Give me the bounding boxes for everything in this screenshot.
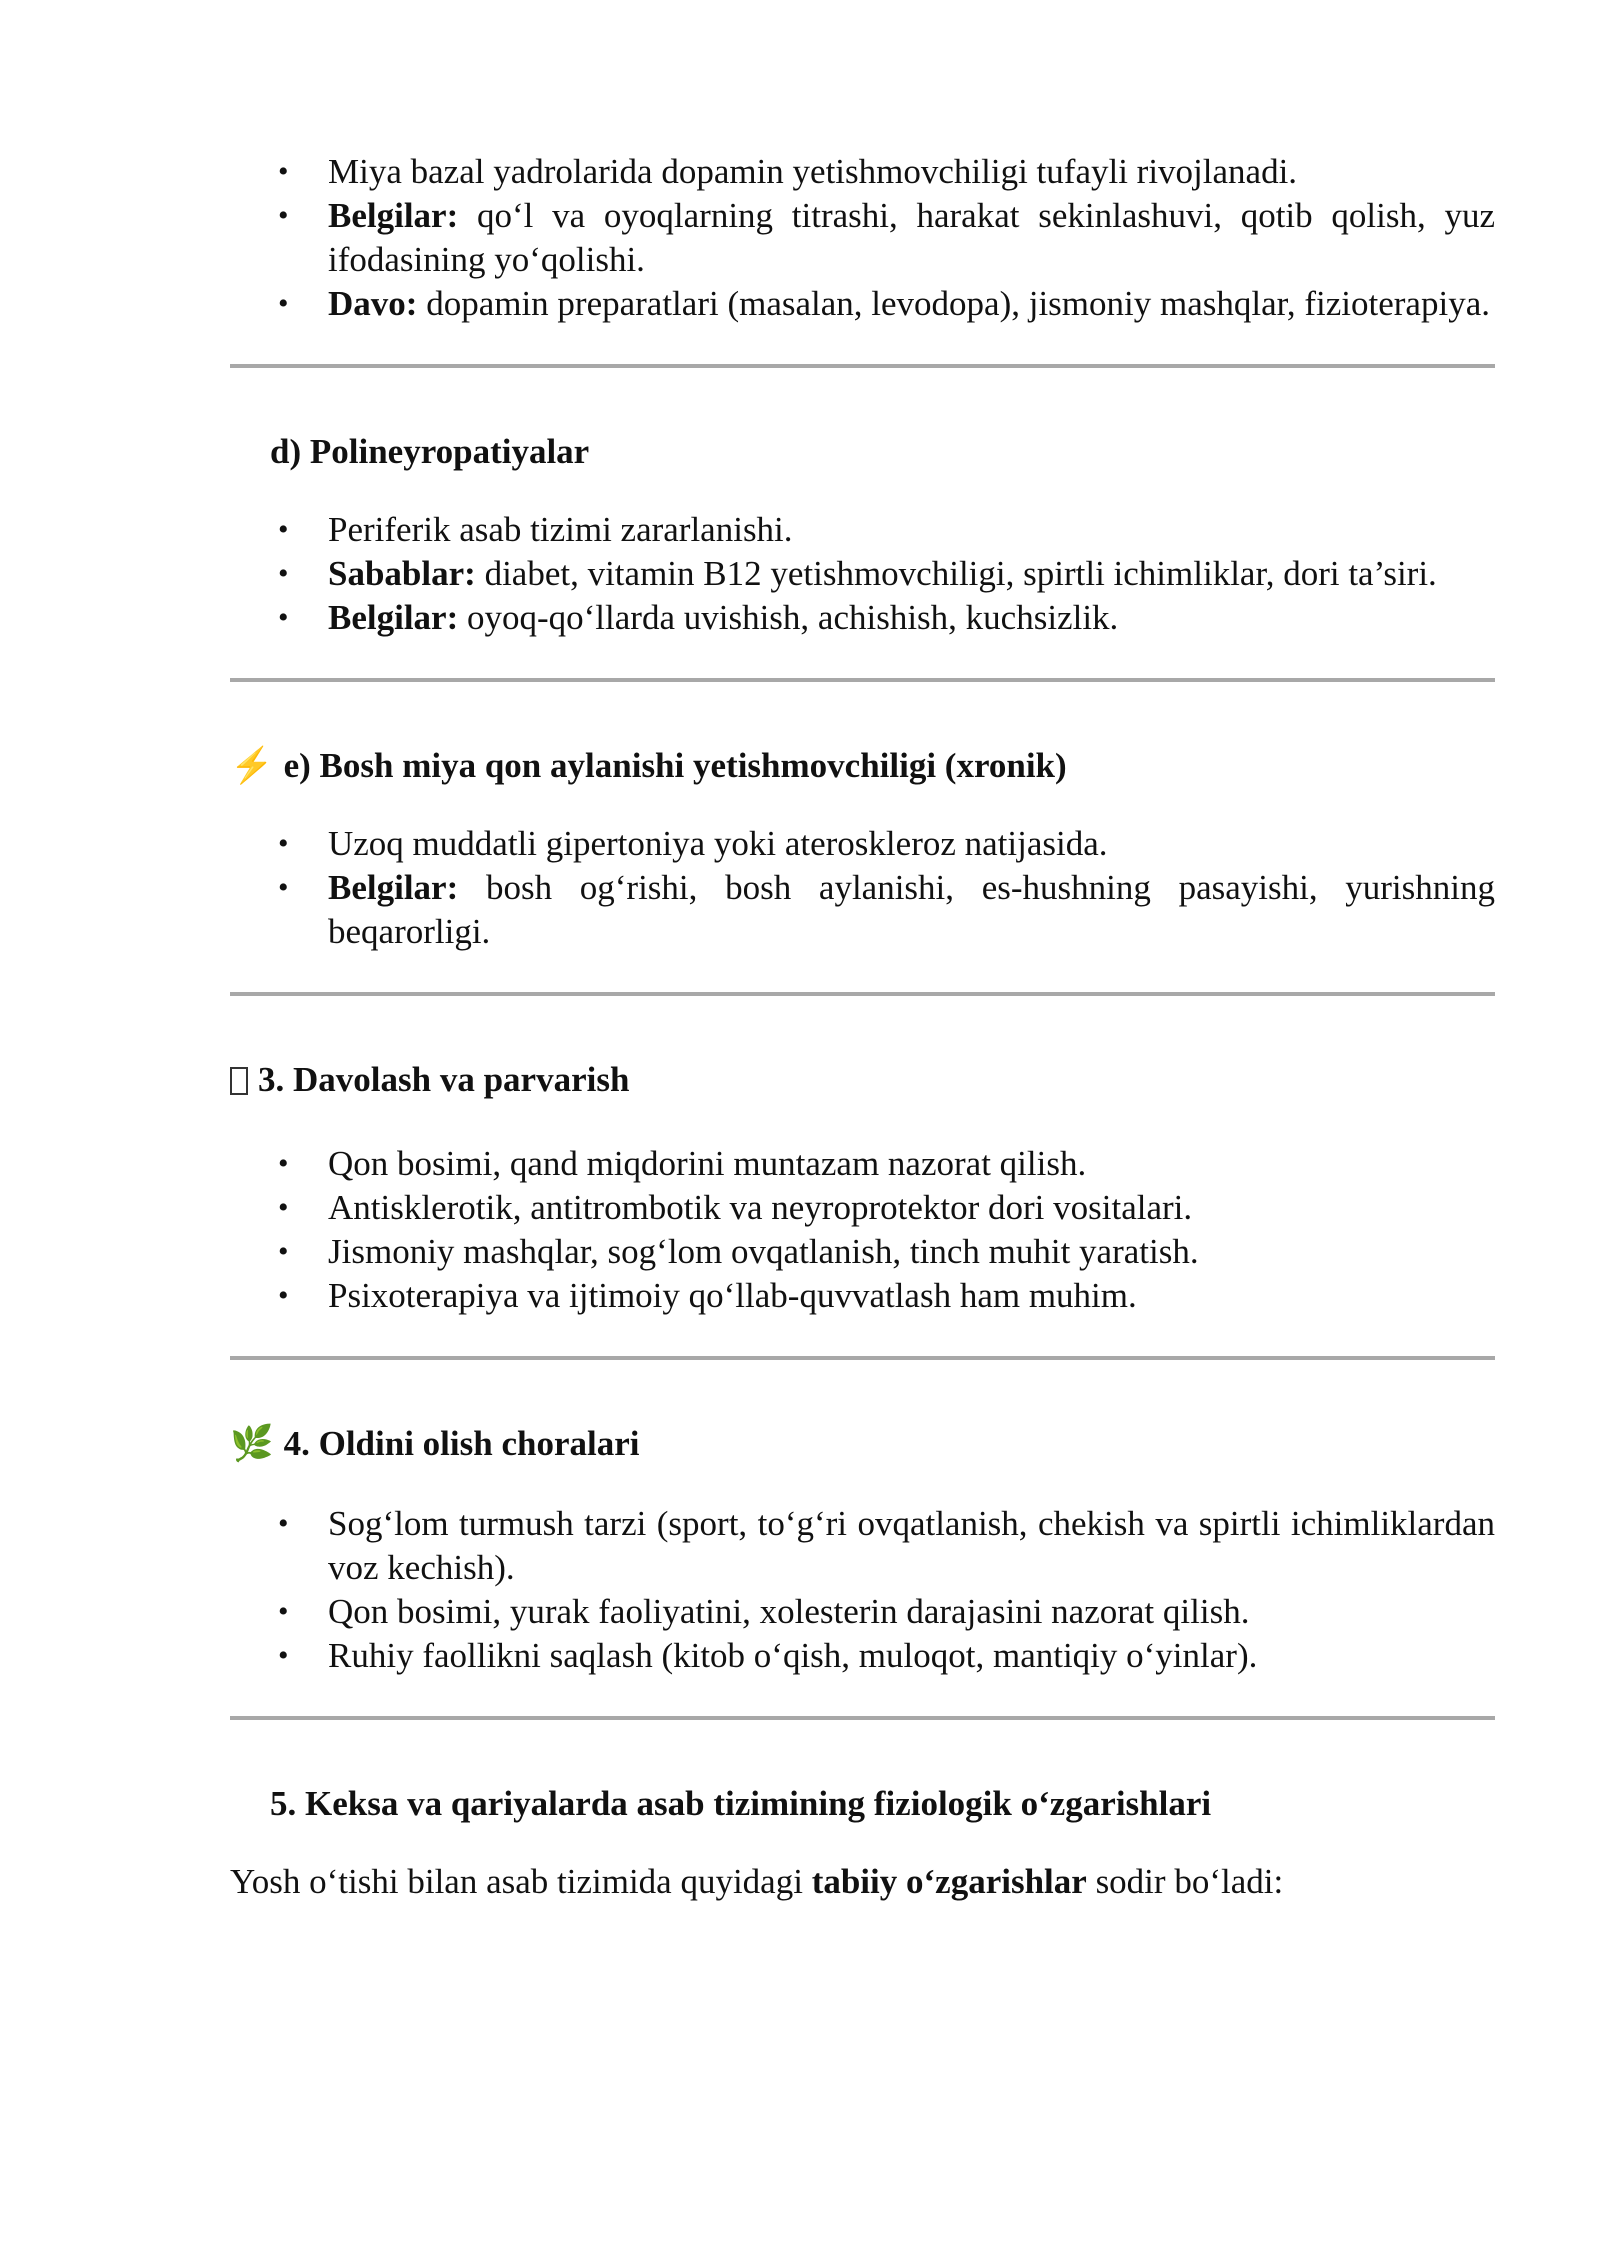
list-item-text: Periferik asab tizimi zararlanishi. bbox=[328, 510, 793, 549]
list-item-label: Sabablar: bbox=[328, 554, 476, 593]
oldini-olish-list bbox=[230, 1502, 1495, 1678]
list-item-text: Psixoterapiya va ijtimoiy qo‘llab-quvvatlash ham muhim. bbox=[328, 1276, 1137, 1315]
section-heading-keksa: 5. Keksa va qariyalarda asab tizimining fiziologik o‘zgarishlari bbox=[270, 1784, 1212, 1823]
leaf-icon: 🌿 bbox=[230, 1424, 274, 1463]
list-item bbox=[230, 822, 1495, 866]
list-item bbox=[230, 508, 1495, 552]
list-item bbox=[230, 596, 1495, 640]
list-item-text: Qon bosimi, qand miqdorini muntazam nazorat qilish. bbox=[328, 1144, 1087, 1183]
section-heading-davolash bbox=[230, 1058, 1495, 1102]
list-item-label: Belgilar: bbox=[328, 196, 459, 235]
list-item bbox=[230, 1634, 1495, 1678]
para-text: sodir bo‘ladi: bbox=[1086, 1862, 1284, 1901]
section-heading-oldini-olish bbox=[230, 1422, 1495, 1466]
list-item-text: Uzoq muddatli gipertoniya yoki ateroskleroz natijasida. bbox=[328, 824, 1108, 863]
list-item bbox=[230, 194, 1495, 282]
list-item bbox=[230, 1590, 1495, 1634]
list-item-text: Miya bazal yadrolarida dopamin yetishmovchiligi tufayli rivojlanadi. bbox=[328, 152, 1298, 191]
list-item bbox=[230, 150, 1495, 194]
list-item-label: Belgilar: bbox=[328, 868, 459, 907]
list-item-label: Belgilar: bbox=[328, 598, 459, 637]
list-item-text: diabet, vitamin B12 yetishmovchiligi, spirtli ichimliklar, dori ta’siri. bbox=[475, 554, 1437, 593]
list-item-label: Davo: bbox=[328, 284, 418, 323]
list-item-text: Jismoniy mashqlar, sog‘lom ovqatlanish, tinch muhit yaratish. bbox=[328, 1232, 1199, 1271]
list-item bbox=[230, 282, 1495, 326]
missing-glyph-icon bbox=[230, 1067, 248, 1095]
section-title: e) Bosh miya qon aylanishi yetishmovchiligi (xronik) bbox=[283, 746, 1067, 785]
parkinson-list bbox=[230, 150, 1495, 326]
lightning-icon: ⚡ bbox=[230, 746, 274, 785]
list-item bbox=[230, 552, 1495, 596]
polineyropatiyalar-list bbox=[230, 508, 1495, 640]
list-item bbox=[230, 1502, 1495, 1590]
list-item bbox=[230, 866, 1495, 954]
section-heading-bosh-miya bbox=[230, 744, 1495, 788]
intro-paragraph bbox=[230, 1860, 1495, 1904]
section-title: 3. Davolash va parvarish bbox=[258, 1060, 630, 1099]
para-bold-text: tabiiy o‘zgarishlar bbox=[811, 1862, 1087, 1901]
davolash-list bbox=[230, 1142, 1495, 1318]
list-item bbox=[230, 1186, 1495, 1230]
list-item-text: oyoq-qo‘llarda uvishish, achishish, kuchsizlik. bbox=[458, 598, 1119, 637]
section-heading-polineyropatiyalar: d) Polineyropatiyalar bbox=[270, 432, 590, 471]
bosh-miya-list bbox=[230, 822, 1495, 954]
list-item-text: Qon bosimi, yurak faoliyatini, xolesterin darajasini nazorat qilish. bbox=[328, 1592, 1250, 1631]
list-item bbox=[230, 1142, 1495, 1186]
list-item-text: Antisklerotik, antitrombotik va neyroprotektor dori vositalari. bbox=[328, 1188, 1193, 1227]
list-item bbox=[230, 1274, 1495, 1318]
list-item-text: bosh og‘rishi, bosh aylanishi, es-hushning pasayishi, yurishning beqarorligi. bbox=[328, 868, 1495, 951]
list-item-text: Ruhiy faollikni saqlash (kitob o‘qish, muloqot, mantiqiy o‘yinlar). bbox=[328, 1636, 1258, 1675]
para-text: Yosh o‘tishi bilan asab tizimida quyidagi bbox=[230, 1862, 812, 1901]
list-item-text: dopamin preparatlari (masalan, levodopa), jismoniy mashqlar, fizioterapiya. bbox=[417, 284, 1490, 323]
section-title: 4. Oldini olish choralari bbox=[283, 1424, 640, 1463]
document-content bbox=[230, 150, 1495, 1904]
list-item bbox=[230, 1230, 1495, 1274]
list-item-text: qo‘l va oyoqlarning titrashi, harakat sekinlashuvi, qotib qolish, yuz ifodasining yo‘qolishi. bbox=[328, 196, 1495, 279]
list-item-text: Sog‘lom turmush tarzi (sport, to‘g‘ri ovqatlanish, chekish va spirtli ichimliklardan voz kechish). bbox=[328, 1504, 1495, 1587]
